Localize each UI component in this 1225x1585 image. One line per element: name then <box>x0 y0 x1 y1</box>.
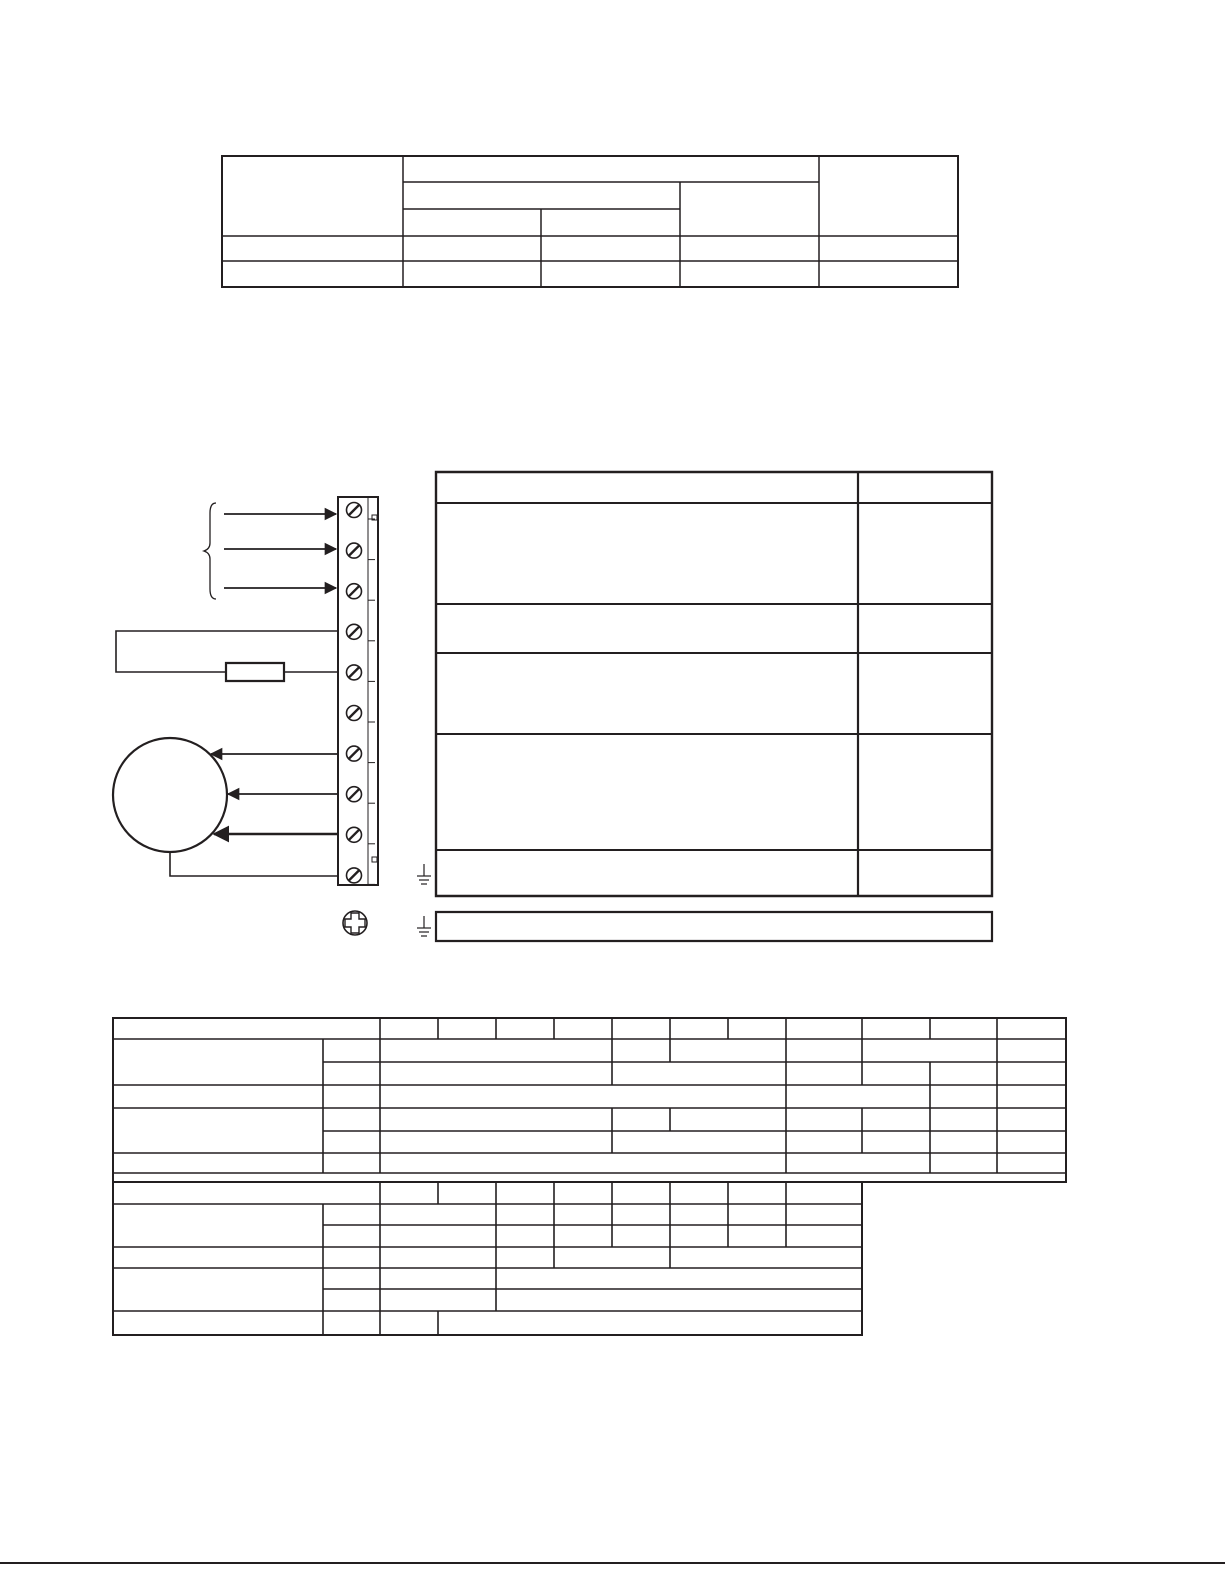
ground-icon <box>416 862 432 886</box>
bottom-table <box>112 1017 1068 1337</box>
slotted-screw-icon <box>347 827 376 844</box>
slotted-screw-icon <box>347 706 376 723</box>
middle-table <box>434 470 994 898</box>
slotted-screw-icon <box>347 746 376 763</box>
motor <box>113 738 338 876</box>
slotted-screw-icon <box>347 503 376 520</box>
slotted-screw-icon <box>347 787 376 804</box>
resistor-loop <box>116 631 338 681</box>
terminal-mark <box>372 857 377 862</box>
wiring-diagram <box>100 465 400 945</box>
page-bottom-rule <box>0 1562 1225 1564</box>
slotted-screw-icon <box>347 543 376 560</box>
terminal-block <box>338 497 378 885</box>
top-table <box>221 155 959 288</box>
slotted-screw-icon <box>347 665 376 682</box>
ground-icon <box>416 914 432 938</box>
phillips-screw-icon <box>343 911 367 935</box>
motor-icon <box>113 738 227 852</box>
signal-input-arrows <box>224 514 336 588</box>
brace-icon <box>204 503 216 599</box>
slotted-screw-icon <box>347 584 376 601</box>
slotted-screw-icon <box>347 868 376 885</box>
slotted-screw-icon <box>347 624 376 641</box>
middle-table-footer <box>434 910 994 943</box>
resistor-icon <box>226 663 284 681</box>
